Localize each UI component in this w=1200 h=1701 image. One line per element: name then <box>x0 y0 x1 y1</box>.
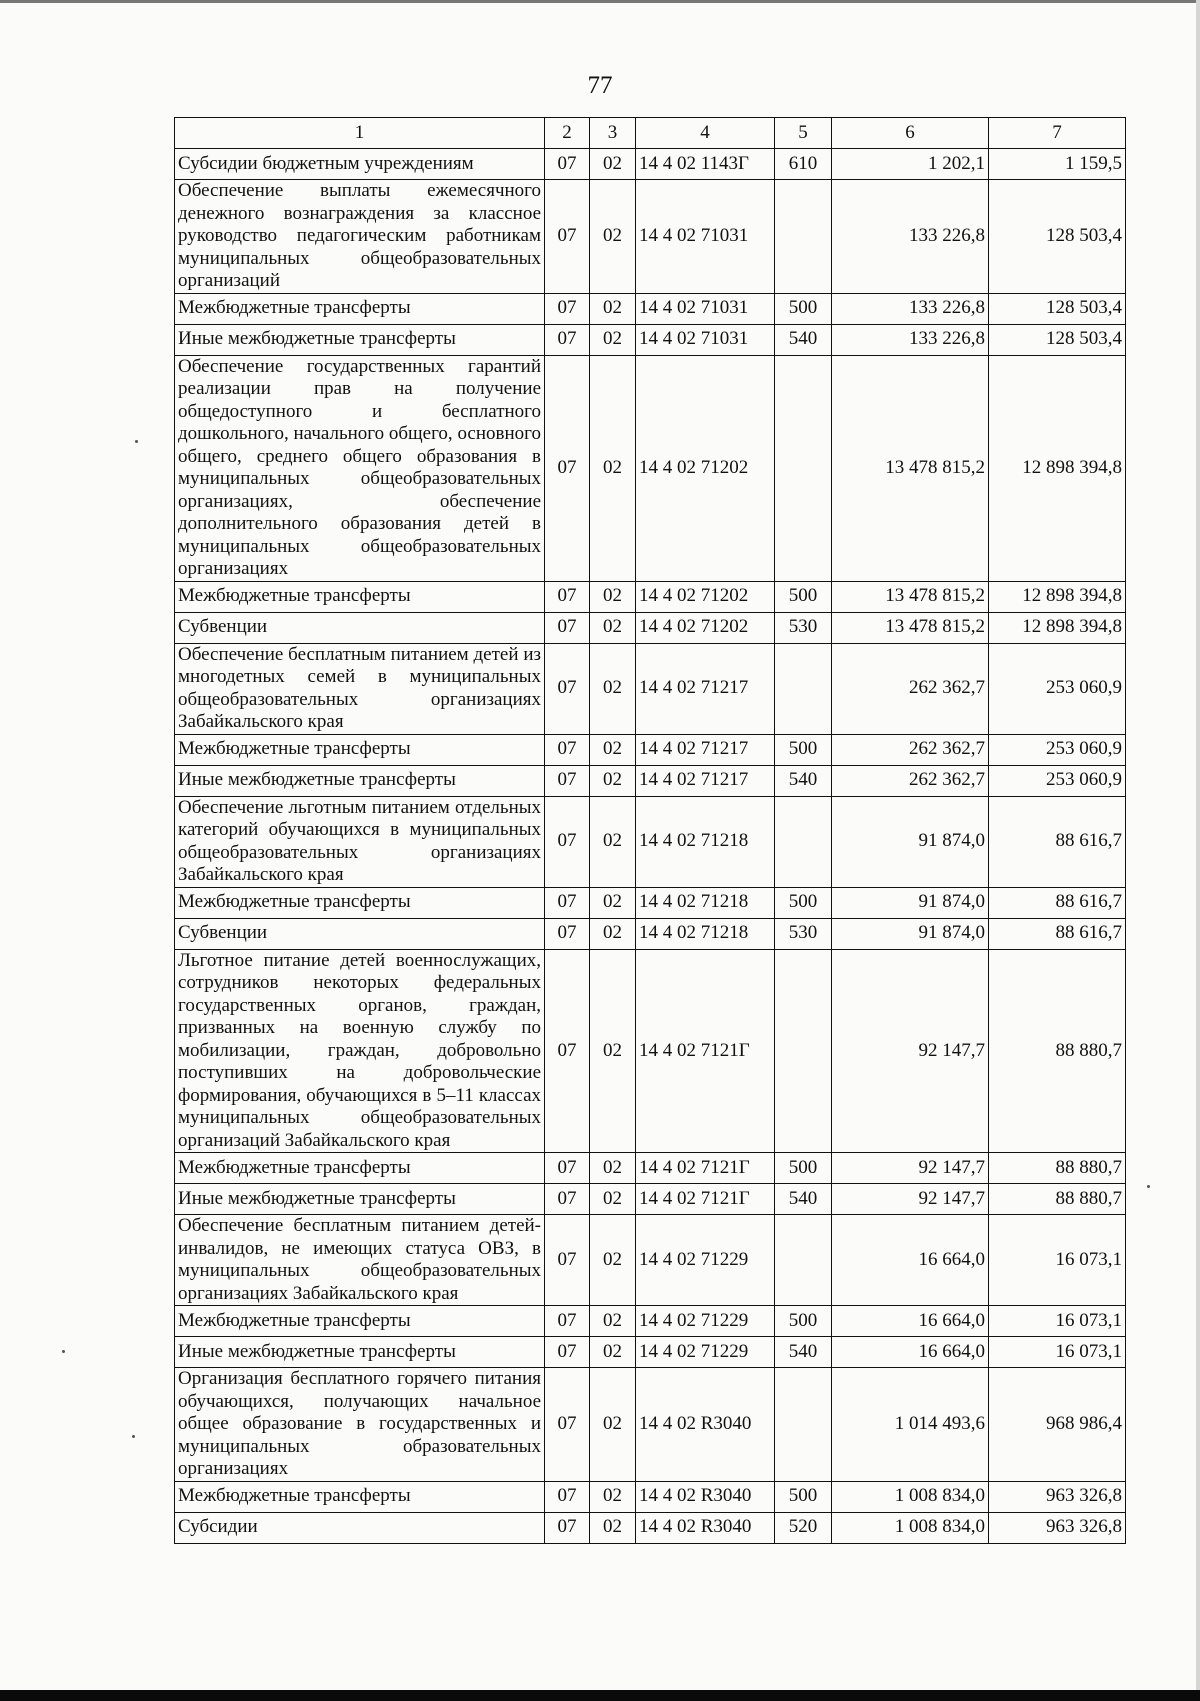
row-target-code-cell: 14 4 02 71031 <box>636 324 775 355</box>
row-subsection-cell: 02 <box>590 1306 636 1337</box>
table-row <box>175 796 1126 887</box>
row-target-code-cell: 14 4 02 R3040 <box>636 1512 775 1543</box>
row-expense-type-cell <box>775 355 832 581</box>
row-amount-col6-cell: 92 147,7 <box>832 1153 989 1184</box>
row-amount-col6-cell: 92 147,7 <box>832 1184 989 1215</box>
row-section-cell: 07 <box>545 180 590 294</box>
row-target-code-cell: 14 4 02 71031 <box>636 180 775 294</box>
row-amount-col7-cell: 12 898 394,8 <box>989 581 1126 612</box>
row-expense-type-cell: 500 <box>775 581 832 612</box>
row-section-cell: 07 <box>545 149 590 180</box>
row-amount-col7-cell: 88 616,7 <box>989 918 1126 949</box>
row-name-cell: Иные межбюджетные трансферты <box>175 1184 545 1215</box>
table-row <box>175 581 1126 612</box>
row-subsection-cell: 02 <box>590 949 636 1153</box>
row-target-code-cell: 14 4 02 71218 <box>636 887 775 918</box>
row-expense-type-cell: 500 <box>775 293 832 324</box>
row-expense-type-cell: 500 <box>775 1481 832 1512</box>
row-expense-type-cell <box>775 1368 832 1482</box>
row-subsection-cell: 02 <box>590 1153 636 1184</box>
scan-speck <box>132 1435 135 1438</box>
row-amount-col6-cell: 133 226,8 <box>832 293 989 324</box>
row-section-cell: 07 <box>545 1215 590 1306</box>
row-target-code-cell: 14 4 02 71031 <box>636 293 775 324</box>
row-target-code-cell: 14 4 02 R3040 <box>636 1481 775 1512</box>
header-cell-1: 1 <box>175 118 545 149</box>
row-section-cell: 07 <box>545 1337 590 1368</box>
table-row <box>175 734 1126 765</box>
row-target-code-cell: 14 4 02 71218 <box>636 918 775 949</box>
row-target-code-cell: 14 4 02 71218 <box>636 796 775 887</box>
row-subsection-cell: 02 <box>590 918 636 949</box>
row-subsection-cell: 02 <box>590 765 636 796</box>
row-amount-col7-cell: 253 060,9 <box>989 734 1126 765</box>
table-row <box>175 1481 1126 1512</box>
row-expense-type-cell: 520 <box>775 1512 832 1543</box>
row-expense-type-cell <box>775 949 832 1153</box>
row-subsection-cell: 02 <box>590 355 636 581</box>
row-amount-col7-cell: 12 898 394,8 <box>989 612 1126 643</box>
row-amount-col7-cell: 253 060,9 <box>989 643 1126 734</box>
row-section-cell: 07 <box>545 293 590 324</box>
row-amount-col7-cell: 88 880,7 <box>989 949 1126 1153</box>
row-name-cell: Межбюджетные трансферты <box>175 581 545 612</box>
row-name-cell: Субсидии <box>175 1512 545 1543</box>
row-amount-col6-cell: 13 478 815,2 <box>832 581 989 612</box>
header-cell-5: 5 <box>775 118 832 149</box>
row-amount-col7-cell: 16 073,1 <box>989 1215 1126 1306</box>
row-amount-col7-cell: 16 073,1 <box>989 1337 1126 1368</box>
row-section-cell: 07 <box>545 581 590 612</box>
row-subsection-cell: 02 <box>590 1481 636 1512</box>
table-row <box>175 149 1126 180</box>
row-amount-col7-cell: 1 159,5 <box>989 149 1126 180</box>
row-amount-col6-cell: 262 362,7 <box>832 765 989 796</box>
row-target-code-cell: 14 4 02 71217 <box>636 643 775 734</box>
scan-right-edge <box>1196 0 1200 1701</box>
row-name-cell: Межбюджетные трансферты <box>175 1153 545 1184</box>
row-amount-col6-cell: 92 147,7 <box>832 949 989 1153</box>
row-amount-col7-cell: 12 898 394,8 <box>989 355 1126 581</box>
table-row <box>175 887 1126 918</box>
row-subsection-cell: 02 <box>590 1184 636 1215</box>
row-name-cell: Межбюджетные трансферты <box>175 293 545 324</box>
row-name-cell: Субвенции <box>175 612 545 643</box>
row-subsection-cell: 02 <box>590 1215 636 1306</box>
row-section-cell: 07 <box>545 887 590 918</box>
row-name-cell: Льготное питание детей военнослужащих, сотрудников некоторых федеральных государственных органов, граждан, призванных на военную службу по мобилизации, граждан, добровольно поступивших на добровольческие формирования, обучающихся в 5–11 классах муниципальных общеобразовательных организаций Забайкальского края <box>175 949 545 1153</box>
row-name-cell: Межбюджетные трансферты <box>175 887 545 918</box>
row-amount-col7-cell: 128 503,4 <box>989 293 1126 324</box>
scan-bottom-edge <box>0 1690 1200 1701</box>
row-subsection-cell: 02 <box>590 581 636 612</box>
header-cell-6: 6 <box>832 118 989 149</box>
row-amount-col7-cell: 88 880,7 <box>989 1184 1126 1215</box>
row-section-cell: 07 <box>545 949 590 1153</box>
row-subsection-cell: 02 <box>590 612 636 643</box>
row-amount-col6-cell: 1 014 493,6 <box>832 1368 989 1482</box>
table-row <box>175 643 1126 734</box>
row-subsection-cell: 02 <box>590 293 636 324</box>
row-amount-col7-cell: 968 986,4 <box>989 1368 1126 1482</box>
row-subsection-cell: 02 <box>590 1512 636 1543</box>
row-name-cell: Обеспечение льготным питанием отдельных категорий обучающихся в муниципальных общеобразовательных организациях Забайкальского края <box>175 796 545 887</box>
row-subsection-cell: 02 <box>590 887 636 918</box>
row-section-cell: 07 <box>545 918 590 949</box>
row-section-cell: 07 <box>545 612 590 643</box>
row-section-cell: 07 <box>545 765 590 796</box>
row-amount-col6-cell: 262 362,7 <box>832 643 989 734</box>
row-section-cell: 07 <box>545 643 590 734</box>
scan-speck <box>135 440 138 443</box>
row-amount-col6-cell: 91 874,0 <box>832 918 989 949</box>
row-target-code-cell: 14 4 02 7121Г <box>636 1184 775 1215</box>
row-amount-col7-cell: 253 060,9 <box>989 765 1126 796</box>
row-subsection-cell: 02 <box>590 324 636 355</box>
row-name-cell: Межбюджетные трансферты <box>175 1306 545 1337</box>
row-section-cell: 07 <box>545 1184 590 1215</box>
table-row <box>175 612 1126 643</box>
row-amount-col6-cell: 16 664,0 <box>832 1337 989 1368</box>
row-name-cell: Субвенции <box>175 918 545 949</box>
budget-table <box>174 117 1126 1544</box>
row-subsection-cell: 02 <box>590 1337 636 1368</box>
row-section-cell: 07 <box>545 1512 590 1543</box>
row-expense-type-cell: 540 <box>775 1184 832 1215</box>
row-name-cell: Обеспечение государственных гарантий реализации прав на получение общедоступного и бесплатного дошкольного, начального общего, основного общего, среднего общего образования в муниципальных общеобразовательных организациях, обеспечение дополнительного образования детей в муниципальных общеобразовательных организациях <box>175 355 545 581</box>
row-amount-col7-cell: 88 616,7 <box>989 796 1126 887</box>
row-amount-col6-cell: 133 226,8 <box>832 180 989 294</box>
table-row <box>175 355 1126 581</box>
row-amount-col6-cell: 1 008 834,0 <box>832 1512 989 1543</box>
row-target-code-cell: 14 4 02 1143Г <box>636 149 775 180</box>
row-name-cell: Субсидии бюджетным учреждениям <box>175 149 545 180</box>
row-expense-type-cell <box>775 180 832 294</box>
row-amount-col6-cell: 1 202,1 <box>832 149 989 180</box>
row-expense-type-cell: 530 <box>775 918 832 949</box>
row-expense-type-cell: 500 <box>775 1306 832 1337</box>
table-row <box>175 765 1126 796</box>
table-row <box>175 1368 1126 1482</box>
row-target-code-cell: 14 4 02 71202 <box>636 612 775 643</box>
row-section-cell: 07 <box>545 1368 590 1482</box>
table-row <box>175 918 1126 949</box>
row-name-cell: Межбюджетные трансферты <box>175 734 545 765</box>
row-name-cell: Обеспечение бесплатным питанием детей-инвалидов, не имеющих статуса ОВЗ, в муниципальных общеобразовательных организациях Забайкальского края <box>175 1215 545 1306</box>
table-row <box>175 1337 1126 1368</box>
row-amount-col7-cell: 16 073,1 <box>989 1306 1126 1337</box>
row-expense-type-cell: 500 <box>775 887 832 918</box>
row-amount-col7-cell: 963 326,8 <box>989 1481 1126 1512</box>
table-body <box>175 118 1126 1544</box>
row-subsection-cell: 02 <box>590 149 636 180</box>
row-target-code-cell: 14 4 02 71229 <box>636 1306 775 1337</box>
row-expense-type-cell: 540 <box>775 324 832 355</box>
header-cell-3: 3 <box>590 118 636 149</box>
row-name-cell: Обеспечение выплаты ежемесячного денежного вознаграждения за классное руководство педагогическим работникам муниципальных общеобразовательных организаций <box>175 180 545 294</box>
row-target-code-cell: 14 4 02 71217 <box>636 734 775 765</box>
row-expense-type-cell: 530 <box>775 612 832 643</box>
row-amount-col7-cell: 88 616,7 <box>989 887 1126 918</box>
row-target-code-cell: 14 4 02 71202 <box>636 581 775 612</box>
row-name-cell: Организация бесплатного горячего питания обучающихся, получающих начальное общее образование в государственных и муниципальных образовательных организациях <box>175 1368 545 1482</box>
row-amount-col6-cell: 16 664,0 <box>832 1306 989 1337</box>
row-target-code-cell: 14 4 02 7121Г <box>636 1153 775 1184</box>
row-section-cell: 07 <box>545 796 590 887</box>
row-section-cell: 07 <box>545 355 590 581</box>
row-target-code-cell: 14 4 02 71217 <box>636 765 775 796</box>
row-amount-col7-cell: 128 503,4 <box>989 180 1126 294</box>
row-amount-col6-cell: 91 874,0 <box>832 887 989 918</box>
table-header-row <box>175 118 1126 149</box>
row-amount-col6-cell: 13 478 815,2 <box>832 355 989 581</box>
row-section-cell: 07 <box>545 1306 590 1337</box>
row-subsection-cell: 02 <box>590 643 636 734</box>
row-target-code-cell: 14 4 02 7121Г <box>636 949 775 1153</box>
row-expense-type-cell: 500 <box>775 1153 832 1184</box>
row-target-code-cell: 14 4 02 R3040 <box>636 1368 775 1482</box>
row-target-code-cell: 14 4 02 71229 <box>636 1337 775 1368</box>
table-row <box>175 1184 1126 1215</box>
header-cell-4: 4 <box>636 118 775 149</box>
row-target-code-cell: 14 4 02 71229 <box>636 1215 775 1306</box>
row-name-cell: Межбюджетные трансферты <box>175 1481 545 1512</box>
row-name-cell: Обеспечение бесплатным питанием детей из многодетных семей в муниципальных общеобразовательных организациях Забайкальского края <box>175 643 545 734</box>
row-name-cell: Иные межбюджетные трансферты <box>175 324 545 355</box>
scan-top-edge <box>0 0 1200 3</box>
row-section-cell: 07 <box>545 1153 590 1184</box>
row-section-cell: 07 <box>545 324 590 355</box>
table-row <box>175 1215 1126 1306</box>
row-amount-col6-cell: 16 664,0 <box>832 1215 989 1306</box>
row-expense-type-cell <box>775 1215 832 1306</box>
table-row <box>175 949 1126 1153</box>
row-amount-col6-cell: 13 478 815,2 <box>832 612 989 643</box>
row-amount-col6-cell: 1 008 834,0 <box>832 1481 989 1512</box>
row-subsection-cell: 02 <box>590 796 636 887</box>
row-target-code-cell: 14 4 02 71202 <box>636 355 775 581</box>
row-name-cell: Иные межбюджетные трансферты <box>175 1337 545 1368</box>
row-amount-col6-cell: 262 362,7 <box>832 734 989 765</box>
page-number: 77 <box>587 72 613 99</box>
row-amount-col7-cell: 88 880,7 <box>989 1153 1126 1184</box>
row-expense-type-cell <box>775 643 832 734</box>
scan-speck <box>1147 1185 1150 1188</box>
table-row <box>175 324 1126 355</box>
row-expense-type-cell: 500 <box>775 734 832 765</box>
table-row <box>175 293 1126 324</box>
table-row <box>175 180 1126 294</box>
row-subsection-cell: 02 <box>590 734 636 765</box>
row-amount-col7-cell: 963 326,8 <box>989 1512 1126 1543</box>
row-expense-type-cell: 540 <box>775 765 832 796</box>
row-section-cell: 07 <box>545 734 590 765</box>
table-row <box>175 1306 1126 1337</box>
table-row <box>175 1153 1126 1184</box>
row-section-cell: 07 <box>545 1481 590 1512</box>
row-expense-type-cell: 540 <box>775 1337 832 1368</box>
row-subsection-cell: 02 <box>590 180 636 294</box>
row-expense-type-cell <box>775 796 832 887</box>
header-cell-2: 2 <box>545 118 590 149</box>
scan-speck <box>62 1350 65 1353</box>
row-expense-type-cell: 610 <box>775 149 832 180</box>
header-cell-7: 7 <box>989 118 1126 149</box>
row-amount-col7-cell: 128 503,4 <box>989 324 1126 355</box>
table-row <box>175 1512 1126 1543</box>
row-amount-col6-cell: 133 226,8 <box>832 324 989 355</box>
row-amount-col6-cell: 91 874,0 <box>832 796 989 887</box>
row-name-cell: Иные межбюджетные трансферты <box>175 765 545 796</box>
row-subsection-cell: 02 <box>590 1368 636 1482</box>
